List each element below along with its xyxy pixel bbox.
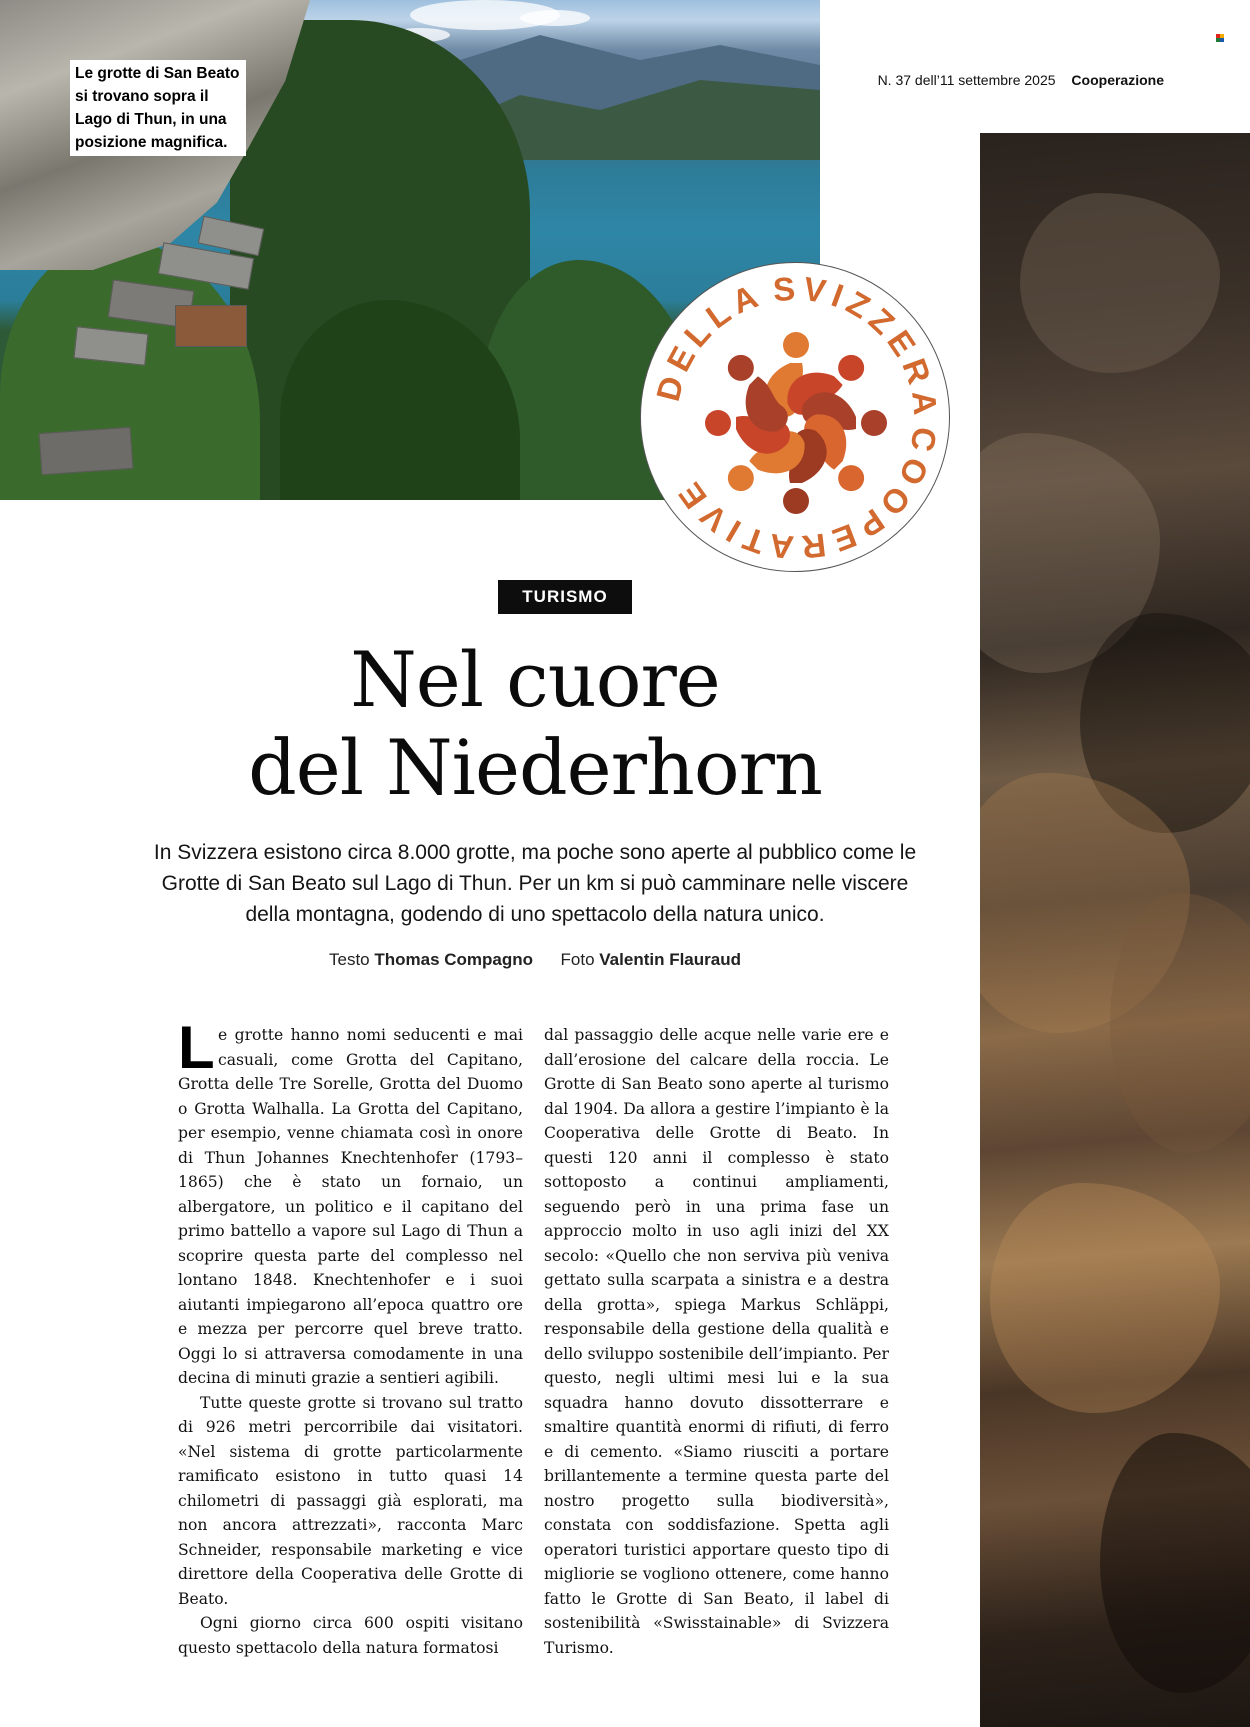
byline-text-author: Thomas Compagno [374,950,534,969]
brand-mark-icon [1216,34,1224,42]
byline [150,950,920,970]
lead-paragraph: In Svizzera esistono circa 8.000 grotte, ma poche sono aperte al pubblico come le Grotte di San Beato sul Lago di Thun. Per un km si può camminare nelle viscere della montagna, godendo di uno spettacolo della natura unico. [153,841,917,926]
photo-caption: Le grotte di San Beato si trovano sopra il Lago di Thun, in una posizione magnifica. [70,60,246,156]
body-paragraph-text: e grotte hanno nomi seducenti e mai casuali, come Grotta del Capitano, Grotta delle Tre Sorelle, Grotta del Duomo o Grotta Walhalla. La Grotta del Capitano, per esempio, venne chiamata così in onore di Thun Johannes Knechtenhofer (1793–1865) che è stato un fornaio, un albergatore, un politico e il capitano del primo battello a vapore sul Lago di Thun a scoprire questa parte del complesso nel lontano 1848. Knechtenhofer e i suoi aiutanti impiegarono all’epoca quattro ore e mezza per percorre quel breve tratto. Oggi lo si attraversa comodamente in una decina di minuti grazie a sentieri agibili. [178,1026,523,1387]
issue-date: N. 37 dell’11 settembre 2025 [877,72,1056,88]
byline-photo-author: Valentin Flauraud [599,950,741,969]
badge-ring-text [649,269,945,566]
category-tag: TURISMO [498,580,632,614]
issue-line [878,72,1164,88]
cooperative-badge [640,262,950,572]
headline-line-2: del Niederhorn [248,723,822,812]
publication-name: Cooperazione [1071,72,1164,88]
byline-photo-label: Foto [560,950,595,969]
body-column-left [178,1014,523,1660]
headline [200,636,870,812]
headline-line-1: Nel cuore [350,635,720,724]
cave-photo [980,133,1250,1727]
body-paragraph: Ogni giorno circa 600 ospiti visitano questo spettacolo della natura formatosi [178,1614,523,1657]
byline-text-label: Testo [329,950,370,969]
body-paragraph [178,1014,523,1391]
body-column-right [544,1023,889,1660]
dropcap-letter: L [178,1014,215,1081]
badge-text-top: COOPERATIVE [667,424,945,567]
badge-text-right: DELLA [648,275,769,405]
body-paragraph: Tutte queste grotte si trovano sul tratto di 926 metri percorribile dai visitatori. «Nel sistema di grotte particolarmente ramificato esistono in tutto quasi 14 chilometri di passaggi già esplorati, ma non ancora attrezzati», racconta Marc Schneider, responsabile marketing e vice direttore della Cooperativa delle Grotte di Beato. [178,1393,523,1608]
people-circle-icon [705,332,887,514]
badge-text-bottom: SVIZZERA [771,269,945,423]
dropcap [178,1014,215,1081]
body-paragraph: dal passaggio delle acque nelle varie ere e dall’erosione del calcare della roccia. Le Grotte di San Beato sono aperte al turismo dal 1904. Da allora a gestire l’impianto è la Cooperativa delle Grotte di Beato. In questi 120 anni il complesso è stato sottoposto a continui ampliamenti, seguendo però in una prima fase un approccio molto in uso agli inizi del XX secolo: «Quello che non serviva più veniva gettato sulla scarpata a sinistra e a destra della grotta», spiega Markus Schläppi, responsabile della gestione della qualità e dello sviluppo sostenibile dell’impianto. Per questo, negli ultimi mesi lui e la sua squadra hanno dovuto dissotterrare e smaltire quantità enormi di rifiuti, di ferro e di cemento. «Siamo riusciti a portare brillantemente a termine questa parte del nostro progetto sulla biodiversità», constata con soddisfazione. Spetta agli operatori turistici apportare questo tipo di migliorie se vogliono ottenere, come hanno fatto le Grotte di San Beato, il label di sostenibilità «Swisstainable» di Svizzera Turismo. [544,1026,889,1657]
